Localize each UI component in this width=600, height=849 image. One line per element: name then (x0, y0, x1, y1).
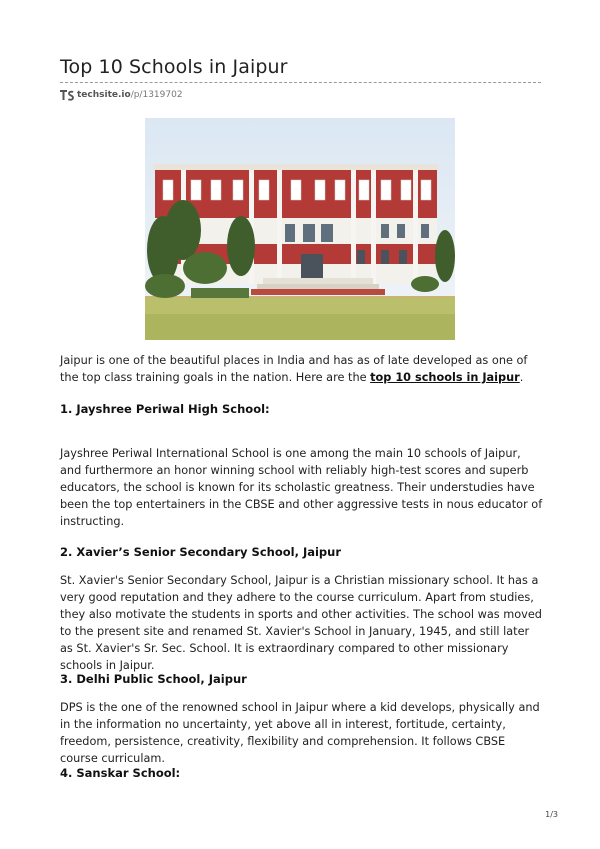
page-title: Top 10 Schools in Jaipur (60, 56, 288, 78)
section-heading-2: 2. Xavier’s Senior Secondary School, Jaipur (60, 545, 342, 559)
source-domain: techsite.io (77, 90, 131, 100)
intro-paragraph: Jaipur is one of the beautiful places in India and has as of late developed as one of the top class training goals in the nation. Here are the top 10 schools in Jaipur. (60, 354, 528, 384)
source-line[interactable] (60, 88, 183, 102)
section-body-2: St. Xavier's Senior Secondary School, Jaipur is a Christian missionary school. It has a very good reputation and they adhere to the course curriculum. Apart from studies, they also motivate the students in sports and other activities. The school was moved to the present site and renamed St. Xavier's School in January, 1945, and still later as St. Xavier's Sr. Sec. School. It is extraordinary compared to other missionary schools in Jaipur. (60, 574, 542, 672)
title-divider (60, 82, 541, 83)
section-heading-3: 3. Delhi Public School, Jaipur (60, 672, 247, 686)
top-schools-link[interactable]: top 10 schools in Jaipur (370, 371, 520, 384)
school-building-photo (145, 118, 455, 340)
source-path: /p/1319702 (130, 90, 183, 100)
section-body-1: Jayshree Periwal International School is one among the main 10 schools of Jaipur, and furthermore an honor winning school with reliably high-test scores and superb educators, the school is known for its scholastic greatness. Their understudies have been the top entertainers in the CBSE and other aggressive tests in nous educator of instructing. (60, 447, 543, 528)
section-body-3: DPS is the one of the renowned school in Jaipur where a kid develops, physically and in the information no uncertainty, yet above all in interest, fortitude, certainty, freedom, persistence, creativity, flexibility and comprehension. It follows CBSE course curriculam. (60, 701, 540, 765)
section-heading-1: 1. Jayshree Periwal High School: (60, 402, 270, 416)
page-number: 1/3 (545, 810, 558, 819)
section-heading-4: 4. Sanskar School: (60, 766, 181, 780)
techsite-logo-icon (60, 89, 74, 101)
